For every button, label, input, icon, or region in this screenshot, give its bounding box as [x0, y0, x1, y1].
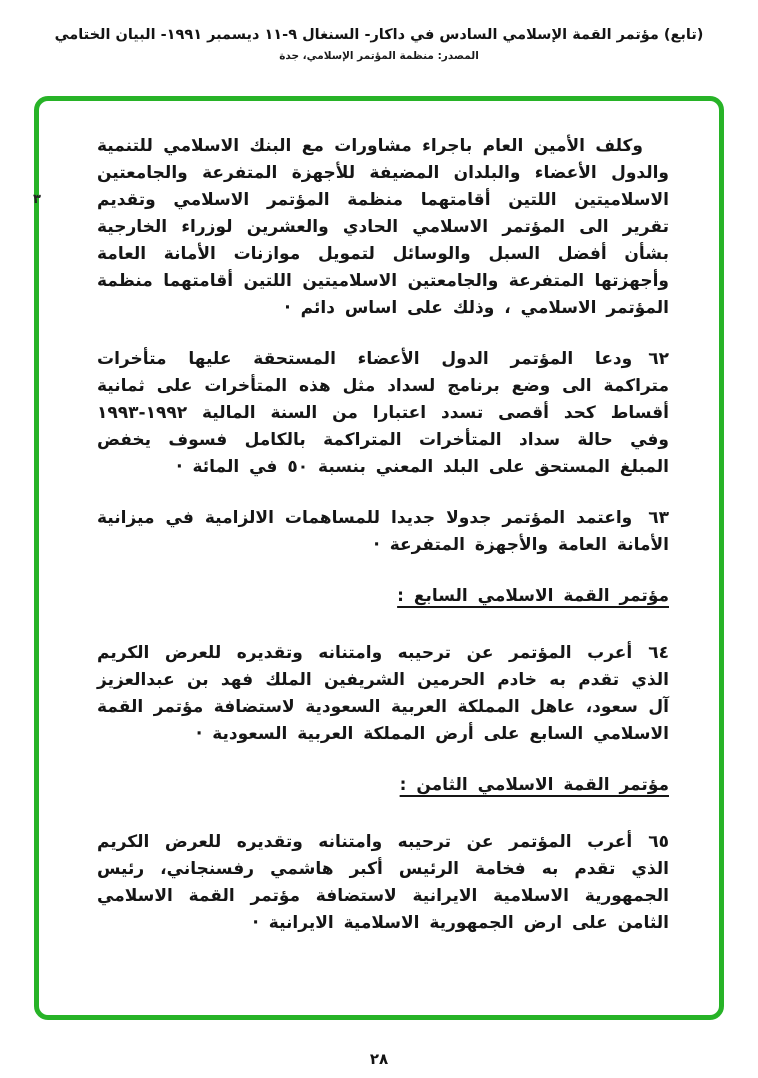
paragraph-63	[97, 505, 669, 559]
margin-annotation: ٣	[33, 192, 41, 207]
document-frame	[34, 96, 724, 1020]
page-header	[0, 27, 758, 62]
paragraph-65	[97, 829, 669, 937]
page-number: ٢٨	[369, 1050, 389, 1068]
document-body	[39, 101, 719, 937]
paragraph-text: وكلف الأمين العام باجراء مشاورات مع البنك الاسلامي للتنمية والدول الأعضاء والبلدان المضيفة للأجهزة المتفرعة والجامعتين الاسلاميتين اللتين أقامتهما منظمة المؤتمر الاسلامي وتقديم تقرير الى المؤتمر الاسلامي الحادي والعشرين لوزراء الخارجية بشأن أفضل السبل والوسائل لتمويل موازنات الأمانة العامة وأجهزتها المتفرعة والجامعتين الاسلاميتين اللتين أقامتهما منظمة المؤتمر الاسلامي ، وذلك على اساس دائم ·	[97, 136, 669, 318]
paragraph-number: ٦٥	[648, 832, 669, 852]
paragraph-text: واعتمد المؤتمر جدولا جديدا للمساهمات الالزامية في ميزانية الأمانة العامة والأجهزة المتفرعة ·	[97, 508, 669, 555]
paragraph-text: أعرب المؤتمر عن ترحيبه وامتنانه وتقديره للعرض الكريم الذي تقدم به فخامة الرئيس أكبر هاشمي رفسنجاني، رئيس الجمهورية الاسلامية الايرانية لاستضافة مؤتمر القمة الاسلامي الثامن على ارض الجمهورية الاسلامية الايرانية ·	[97, 832, 669, 933]
paragraph-continuation	[97, 133, 669, 322]
page-footer	[0, 1050, 758, 1068]
paragraph-text: ودعا المؤتمر الدول الأعضاء المستحقة عليها متأخرات متراكمة الى وضع برنامج لسداد مثل هذه المتأخرات على ثمانية أقساط كحد أقصى تسدد اعتبارا من السنة المالية ١٩٩٢-١٩٩٣ وفي حالة سداد المتأخرات المتراكمة بالكامل فسوف يخفض المبلغ المستحق على البلد المعني بنسبة ٥٠ في المائة ·	[97, 349, 669, 477]
section-heading-eighth-summit: مؤتمر القمة الاسلامي الثامن :	[399, 775, 669, 795]
document-title: (تابع) مؤتمر القمة الإسلامي السادس في داكار- السنغال ٩-١١ ديسمبر ١٩٩١- البيان الختامي	[54, 27, 704, 43]
section-heading-seventh-summit: مؤتمر القمة الاسلامي السابع :	[397, 586, 669, 606]
paragraph-number: ٦٢	[648, 349, 669, 369]
paragraph-number: ٦٣	[648, 508, 669, 528]
paragraph-64	[97, 640, 669, 748]
paragraph-number: ٦٤	[648, 643, 669, 663]
paragraph-text: أعرب المؤتمر عن ترحيبه وامتنانه وتقديره للعرض الكريم الذي تقدم به خادم الحرمين الشريفين الملك فهد بن عبدالعزيز آل سعود، عاهل المملكة العربية السعودية لاستضافة مؤتمر القمة الاسلامي السابع على أرض المملكة العربية السعودية ·	[97, 643, 669, 744]
document-source-line: المصدر: منظمة المؤتمر الإسلامي، جدة	[279, 50, 479, 62]
paragraph-62	[97, 346, 669, 481]
